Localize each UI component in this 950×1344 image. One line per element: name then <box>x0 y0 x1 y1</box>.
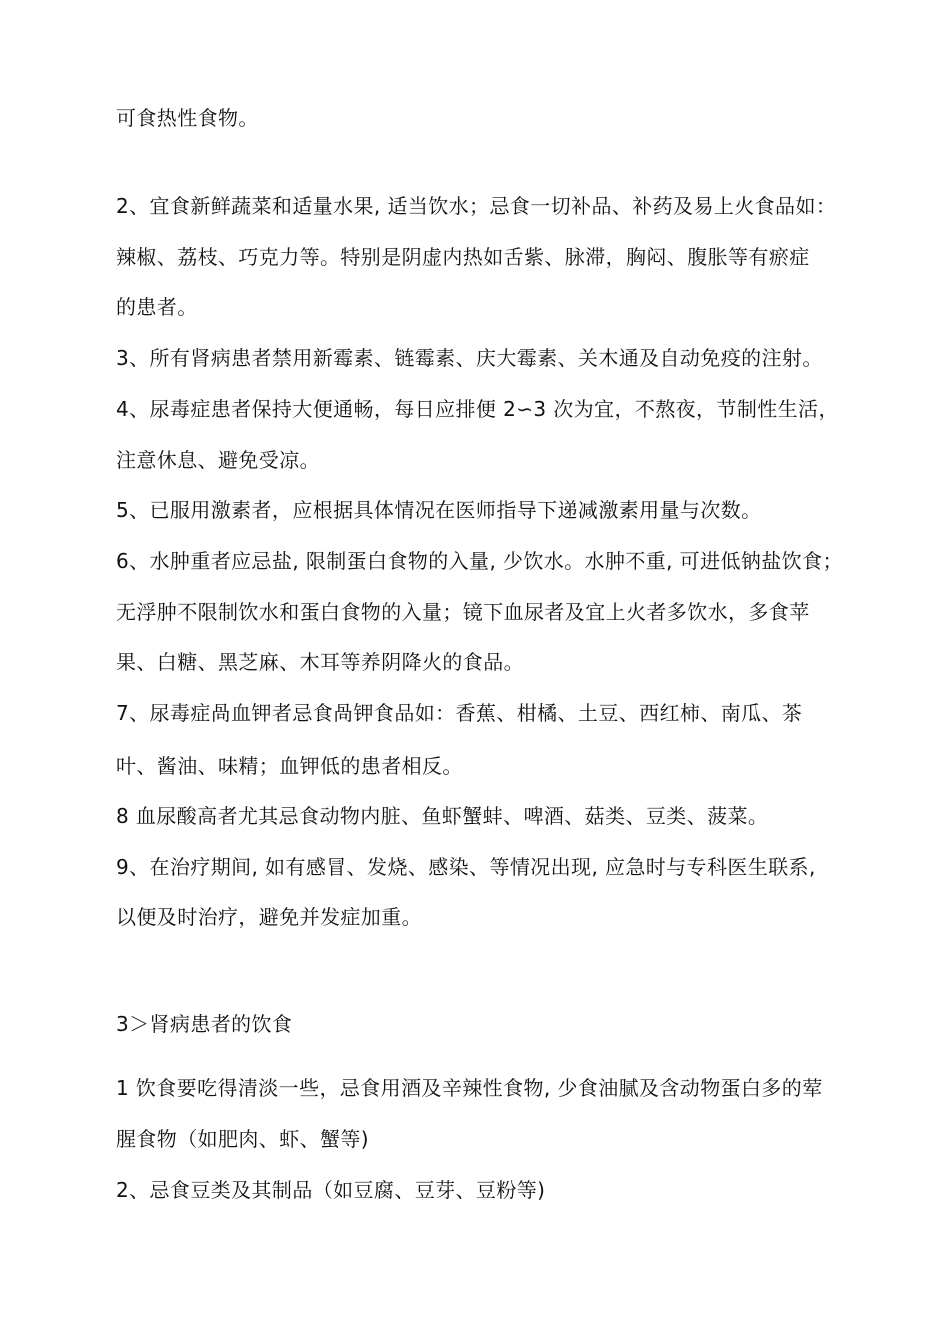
text-line: 6、水肿重者应忌盐, 限制蛋白食物的入量, 少饮水。水肿不重, 可进低钠盐饮食； <box>116 549 843 573</box>
text-line: 2、宜食新鲜蔬菜和适量水果, 适当饮水；忌食一切补品、补药及易上火食品如： <box>116 194 837 218</box>
text-line: 8 血尿酸高者尤其忌食动物内脏、鱼虾蟹蚌、啤酒、菇类、豆类、菠菜。 <box>116 804 769 828</box>
text-line: 以便及时治疗，避免并发症加重。 <box>116 905 422 929</box>
text-line: 注意休息、避免受凉。 <box>116 448 320 472</box>
text-line: 的患者。 <box>116 295 198 319</box>
text-line: 可食热性食物。 <box>116 106 259 130</box>
text-line: 3、所有肾病患者禁用新霉素、链霉素、庆大霉素、关木通及自动免疫的注射。 <box>116 346 823 370</box>
text-line: 5、已服用激素者，应根据具体情况在医师指导下递减激素用量与次数。 <box>116 498 762 522</box>
text-line: 2、忌食豆类及其制品（如豆腐、豆芽、豆粉等) <box>116 1178 546 1202</box>
text-line: 9、在治疗期间, 如有感冒、发烧、感染、等情况出现, 应急时与专科医生联系, <box>116 855 816 879</box>
text-line: 腥食物（如肥肉、虾、蟹等) <box>116 1127 370 1151</box>
text-line: 4、尿毒症患者保持大便通畅，每日应排便 2∽3 次为宜，不熬夜，节制性生活， <box>116 397 839 421</box>
text-line: 叶、酱油、味精；血钾低的患者相反。 <box>116 754 463 778</box>
text-line: 果、白糖、黑芝麻、木耳等养阴降火的食品。 <box>116 650 524 674</box>
section-heading: 3＞肾病患者的饮食 <box>116 1012 293 1036</box>
text-line: 辣椒、荔枝、巧克力等。特别是阴虚内热如舌紫、脉滞，胸闷、腹胀等有瘀症 <box>116 245 810 269</box>
text-line: 7、尿毒症咼血钾者忌食咼钾食品如：香蕉、柑橘、土豆、西红柿、南瓜、茶 <box>116 701 803 725</box>
text-line: 1 饮食要吃得清淡一些，忌食用酒及辛辣性食物, 少食油腻及含动物蛋白多的荤 <box>116 1076 823 1100</box>
text-line: 无浮肿不限制饮水和蛋白食物的入量；镜下血尿者及宜上火者多饮水，多食苹 <box>116 600 810 624</box>
